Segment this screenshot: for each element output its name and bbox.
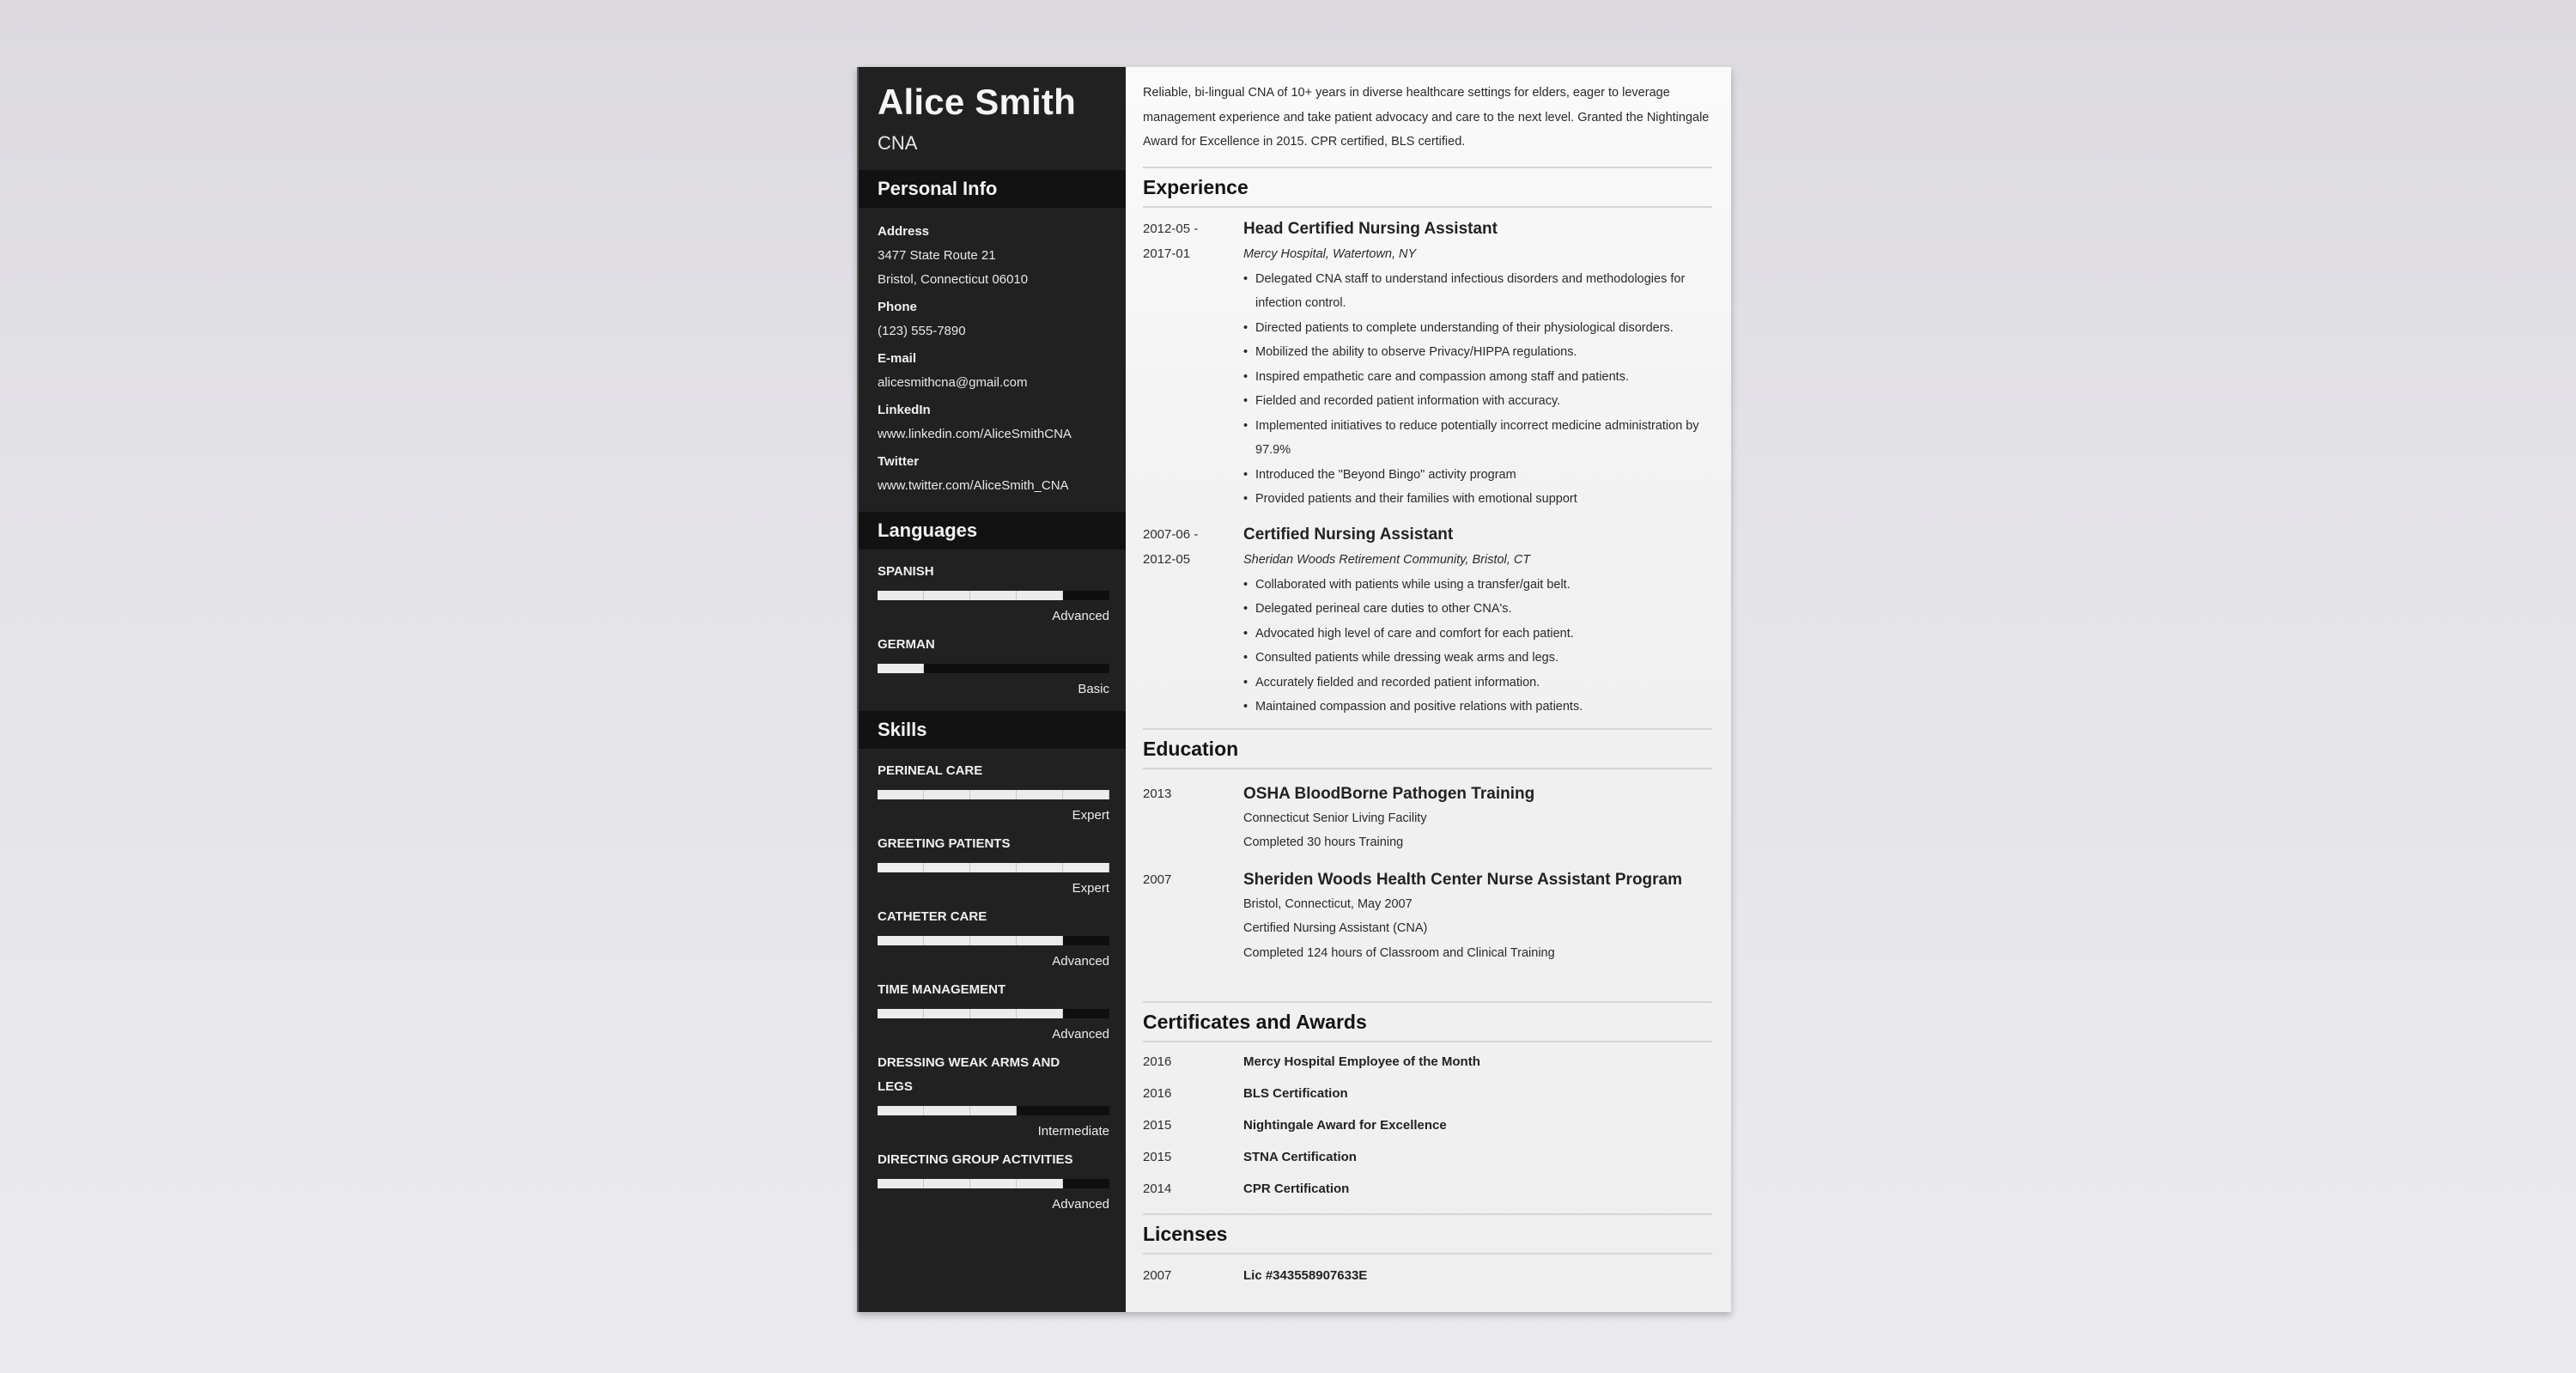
language-name: GERMAN [878,637,935,652]
experience-dates [1143,522,1243,720]
certificate-row [1143,1109,1712,1141]
language-level: Basic [1078,682,1109,696]
education-date: 2007 [1143,872,1172,887]
skill-name: DIRECTING GROUP ACTIVITIES [878,1152,1073,1167]
skill-name: DRESSING WEAK ARMS AND LEGS [878,1055,1060,1094]
responsibility: • Provided patients and their families with emotional support [1243,487,1712,512]
proficiency-fill [878,936,1063,945]
certificate-row [1143,1078,1712,1109]
certificate-year: 2015 [1143,1150,1172,1164]
languages-heading: Languages [859,512,1126,550]
skill-item [878,832,1109,900]
employer: Sheridan Woods Retirement Community, Bristol, CT [1243,552,1531,567]
responsibility: • Fielded and recorded patient information with accuracy. [1243,389,1712,414]
experience-heading: Experience [1143,175,1249,198]
license-number: Lic #343558907633E [1243,1268,1368,1283]
responsibility: • Delegated CNA staff to understand infectious disorders and methodologies for infection control. [1243,267,1712,316]
address-line-1: 3477 State Route 21 [878,248,996,263]
language-item [878,560,1109,628]
responsibility: • Advocated high level of care and comfort for each patient. [1243,622,1712,647]
section-divider [1143,768,1712,769]
certificate-title: Mercy Hospital Employee of the Month [1243,1054,1480,1069]
proficiency-fill [878,790,1109,799]
languages-list [859,550,1126,701]
certificate-row [1143,1141,1712,1173]
education-detail: Completed 30 hours Training [1243,835,1404,849]
education-body [1243,781,1712,855]
skills-list [859,749,1126,1216]
phone-label: Phone [878,300,917,314]
job-title: Head Certified Nursing Assistant [1243,219,1498,238]
skill-name: PERINEAL CARE [878,763,983,778]
proficiency-bar [878,790,1109,799]
professional-summary: Reliable, bi-lingual CNA of 10+ years in diverse healthcare settings for elders, eager to leverage management experience and take patient advocacy and care to the next level. Granted the Nightingale Award for Excellence in 2015. CPR certified, BLS certified. [1143,86,1710,149]
language-name: SPANISH [878,564,934,579]
education-detail: Bristol, Connecticut, May 2007 [1243,896,1413,911]
responsibility: • Delegated perineal care duties to other CNA's. [1243,597,1712,622]
section-divider [1143,206,1712,208]
resume-header [859,67,1126,156]
responsibility: • Collaborated with patients while using a transfer/gait belt. [1243,573,1712,598]
responsibility: • Directed patients to complete understanding of their physiological disorders. [1243,316,1712,341]
certificate-year: 2015 [1143,1118,1172,1133]
education-detail: Certified Nursing Assistant (CNA) [1243,921,1428,935]
responsibilities-list [1243,573,1712,720]
twitter-label: Twitter [878,454,920,469]
address-label: Address [878,224,930,239]
certificate-year: 2014 [1143,1182,1172,1196]
skill-level: Advanced [1052,1027,1109,1042]
responsibility: • Inspired empathetic care and compassion among staff and patients. [1243,365,1712,390]
proficiency-bar [878,664,1109,673]
certificate-title: CPR Certification [1243,1182,1350,1196]
language-level: Advanced [1052,609,1109,623]
resume-main [1126,67,1731,1312]
program-title: Sheriden Woods Health Center Nurse Assistant Program [1243,870,1683,889]
linkedin-label: LinkedIn [878,403,931,417]
skill-item [878,978,1109,1046]
phone-value: (123) 555-7890 [878,324,966,338]
certificate-year: 2016 [1143,1086,1172,1101]
skill-item [878,1051,1109,1143]
skills-heading: Skills [859,711,1126,749]
skill-level: Advanced [1052,1197,1109,1212]
proficiency-bar [878,591,1109,600]
resume-page [857,67,1731,1312]
proficiency-bar [878,1106,1109,1115]
personal-info-list [859,208,1126,501]
proficiency-fill [878,1009,1063,1018]
responsibilities-list [1243,267,1712,512]
skill-level: Advanced [1052,954,1109,969]
date-end: 2017-01 [1143,246,1191,261]
responsibility: • Introduced the "Beyond Bingo" activity program [1243,463,1712,488]
proficiency-bar [878,1179,1109,1188]
email-value[interactable]: alicesmithcna@gmail.com [878,375,1028,390]
proficiency-fill [878,664,924,673]
responsibility: • Mobilized the ability to observe Privacy/HIPPA regulations. [1243,340,1712,365]
candidate-title: CNA [878,132,918,154]
proficiency-fill [878,591,1063,600]
education-body [1243,867,1712,966]
responsibility: • Implemented initiatives to reduce potentially incorrect medicine administration by 97.9% [1243,414,1712,463]
date-end: 2012-05 [1143,551,1191,567]
certificate-year: 2016 [1143,1054,1172,1069]
education-heading: Education [1143,737,1239,760]
job-title: Certified Nursing Assistant [1243,525,1454,544]
certificate-title: Nightingale Award for Excellence [1243,1118,1447,1133]
education-entry [1143,781,1712,855]
language-item [878,633,1109,701]
certificates-heading: Certificates and Awards [1143,1011,1367,1033]
email-label: E-mail [878,351,917,366]
responsibility: • Maintained compassion and positive relations with patients. [1243,695,1712,720]
certificate-title: STNA Certification [1243,1150,1357,1164]
license-year: 2007 [1143,1268,1172,1283]
proficiency-fill [878,1106,1017,1115]
date-start: 2007-06 - [1143,526,1199,542]
resume-sidebar [857,67,1126,1312]
program-title: OSHA BloodBorne Pathogen Training [1243,784,1535,803]
certificate-title: BLS Certification [1243,1086,1348,1101]
personal-info-heading: Personal Info [859,170,1126,208]
candidate-name: Alice Smith [878,82,1076,122]
education-entry [1143,867,1712,966]
twitter-link[interactable]: www.twitter.com/AliceSmith_CNA [878,478,1069,493]
education-detail: Connecticut Senior Living Facility [1243,811,1427,825]
proficiency-fill [878,1179,1063,1188]
proficiency-fill [878,863,1109,872]
skill-item [878,759,1109,827]
skill-item [878,905,1109,973]
proficiency-bar [878,1009,1109,1018]
skill-name: GREETING PATIENTS [878,836,1011,851]
license-row [1143,1260,1712,1291]
responsibility: • Accurately fielded and recorded patient information. [1243,671,1712,696]
skill-level: Expert [1072,881,1109,896]
certificate-row [1143,1173,1712,1205]
address-line-2: Bristol, Connecticut 06010 [878,272,1029,287]
experience-body [1243,522,1712,720]
licenses-heading: Licenses [1143,1223,1228,1245]
certificate-row [1143,1046,1712,1078]
date-start: 2012-05 - [1143,221,1199,236]
experience-dates [1143,216,1243,512]
proficiency-bar [878,863,1109,872]
employer: Mercy Hospital, Watertown, NY [1243,246,1417,261]
experience-entry [1143,216,1712,512]
responsibility: • Consulted patients while dressing weak arms and legs. [1243,646,1712,671]
skill-item [878,1148,1109,1216]
skill-name: CATHETER CARE [878,909,987,924]
proficiency-bar [878,936,1109,945]
education-detail: Completed 124 hours of Classroom and Clinical Training [1243,945,1555,960]
skill-level: Expert [1072,808,1109,823]
experience-entry [1143,522,1712,720]
education-date: 2013 [1143,786,1172,801]
experience-body [1243,216,1712,512]
skill-name: TIME MANAGEMENT [878,982,1006,997]
skill-level: Intermediate [1037,1124,1109,1139]
linkedin-link[interactable]: www.linkedin.com/AliceSmithCNA [878,427,1072,441]
